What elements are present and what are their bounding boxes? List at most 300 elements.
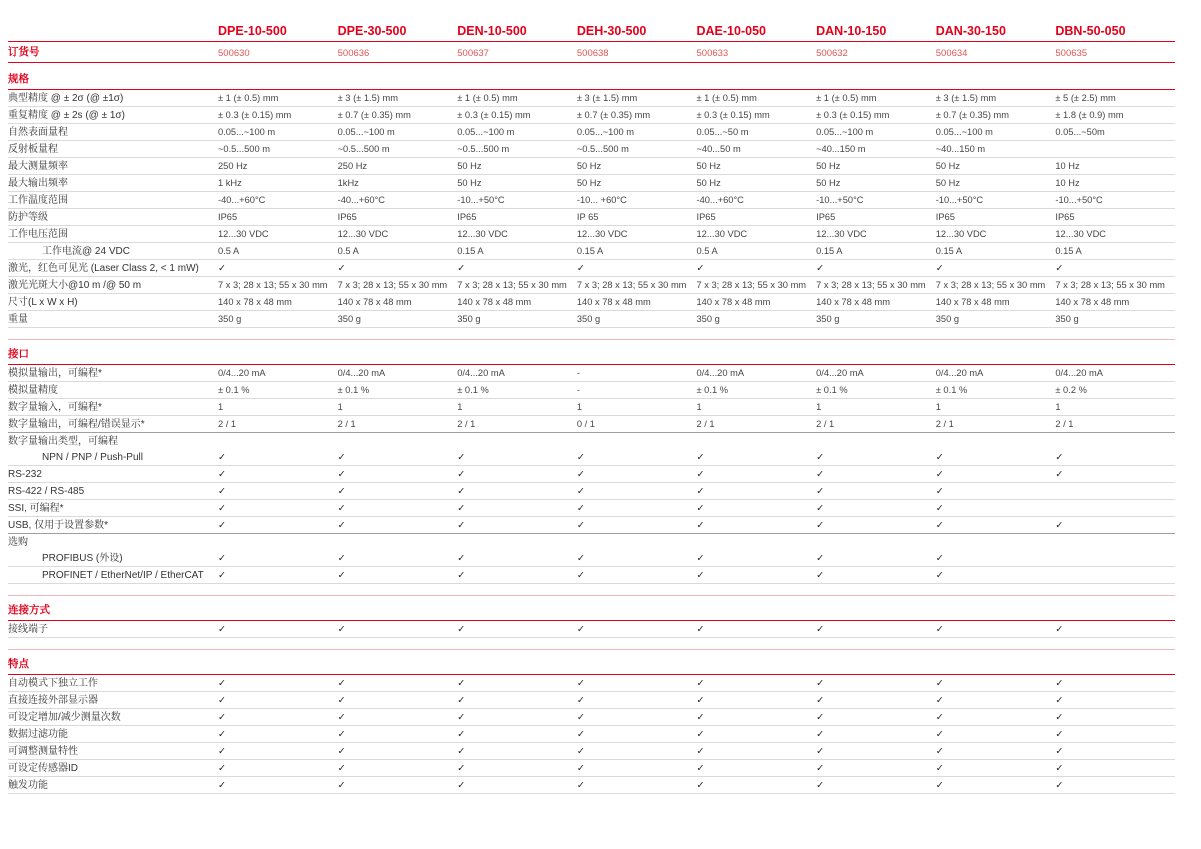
spec-value-col-2: 1 xyxy=(337,401,343,412)
checkmark-icon: ✓ xyxy=(935,485,944,497)
spec-value-col-5: ~40...50 m xyxy=(696,143,741,154)
spec-value-col-7: 1 xyxy=(935,401,941,412)
spec-value-col-7: -10...+50°C xyxy=(935,194,984,205)
spec-value-col-2: ~0.5...500 m xyxy=(337,143,390,154)
spec-row xyxy=(8,675,1175,692)
checkmark-icon: ✓ xyxy=(816,485,825,497)
row-label: 工作电压范围 xyxy=(8,228,68,240)
spec-value-col-8: 10 Hz xyxy=(1055,177,1080,188)
spec-row xyxy=(8,226,1175,243)
checkmark-icon: ✓ xyxy=(816,552,825,564)
spec-row xyxy=(8,777,1175,794)
checkmark-icon: ✓ xyxy=(1055,745,1064,757)
checkmark-icon: ✓ xyxy=(218,569,226,581)
spec-value-col-7: 2 / 1 xyxy=(935,418,954,429)
spec-value-col-2: ± 0.7 (± 0.35) mm xyxy=(337,109,411,120)
checkmark-icon: ✓ xyxy=(576,745,585,757)
checkmark-icon: ✓ xyxy=(337,623,346,635)
spec-value-col-3: 50 Hz xyxy=(457,177,482,188)
section-title-features: 特点 xyxy=(8,655,1175,675)
spec-value-col-7: 12...30 VDC xyxy=(935,228,987,239)
spec-value-col-3: ± 0.1 % xyxy=(457,384,489,395)
checkmark-icon: ✓ xyxy=(816,502,825,514)
spec-value-col-1: 0.05...~100 m xyxy=(218,126,276,137)
checkmark-icon: ✓ xyxy=(816,262,825,274)
spec-row xyxy=(8,416,1175,433)
spec-value-col-5: 0/4...20 mA xyxy=(696,367,745,378)
checkmark-icon: ✓ xyxy=(935,694,944,706)
spec-value-col-3: -10...+50°C xyxy=(457,194,505,205)
spec-value-col-2: 0.05...~100 m xyxy=(337,126,395,137)
checkmark-icon: ✓ xyxy=(696,502,705,514)
spec-value-col-6: 7 x 3; 28 x 13; 55 x 30 mm xyxy=(816,279,926,290)
group-label-row xyxy=(8,534,1175,550)
checkmark-icon: ✓ xyxy=(816,677,825,689)
row-label: 数据过滤功能 xyxy=(8,728,68,740)
spec-value-col-1: 140 x 78 x 48 mm xyxy=(218,296,292,307)
spec-value-col-3: 50 Hz xyxy=(457,160,482,171)
spec-row xyxy=(8,243,1175,260)
spec-value-col-2: 140 x 78 x 48 mm xyxy=(337,296,412,307)
checkmark-icon: ✓ xyxy=(816,728,825,740)
spec-value-col-7: 50 Hz xyxy=(935,177,961,188)
checkmark-icon: ✓ xyxy=(218,728,226,740)
row-label: 可设定增加/减少测量次数 xyxy=(8,711,121,723)
checkmark-icon: ✓ xyxy=(337,711,346,723)
spec-value-col-2: 1kHz xyxy=(337,177,359,188)
row-label: 激光光斑大小@10 m /@ 50 m xyxy=(8,279,142,291)
spec-row xyxy=(8,158,1175,175)
checkmark-icon: ✓ xyxy=(816,468,825,480)
checkmark-icon: ✓ xyxy=(935,745,944,757)
checkmark-icon: ✓ xyxy=(935,711,944,723)
order-number-col-4: 500638 xyxy=(576,48,609,59)
spec-value-col-6: ± 0.3 (± 0.15) mm xyxy=(816,109,890,120)
row-label: 可调整测量特性 xyxy=(8,745,78,757)
checkmark-icon: ✓ xyxy=(576,519,585,531)
spec-value-col-2: ± 0.1 % xyxy=(337,384,370,395)
row-label: 数字量输出，可编程/错误显示* xyxy=(8,418,145,430)
row-label: 尺寸(L x W x H) xyxy=(8,296,78,308)
spec-value-col-4: 50 Hz xyxy=(576,177,602,188)
spec-row xyxy=(8,260,1175,277)
checkmark-icon: ✓ xyxy=(696,519,705,531)
checkmark-icon: ✓ xyxy=(935,552,944,564)
checkmark-icon: ✓ xyxy=(576,711,585,723)
checkmark-icon: ✓ xyxy=(337,677,346,689)
checkmark-icon: ✓ xyxy=(816,711,825,723)
spec-value-col-8 xyxy=(1055,494,1175,499)
spec-value-col-5: -40...+60°C xyxy=(696,194,744,205)
section-features xyxy=(8,649,1175,794)
spec-value-col-6: 0/4...20 mA xyxy=(816,367,864,378)
spec-value-col-5: 140 x 78 x 48 mm xyxy=(696,296,771,307)
checkmark-icon: ✓ xyxy=(696,762,705,774)
spec-row xyxy=(8,760,1175,777)
spec-row xyxy=(8,621,1175,638)
spec-value-col-5: 12...30 VDC xyxy=(696,228,748,239)
spec-value-col-8 xyxy=(1055,561,1175,566)
spec-value-col-3: 1 xyxy=(457,401,463,412)
spec-row xyxy=(8,567,1175,584)
checkmark-icon: ✓ xyxy=(576,552,585,564)
spec-value-col-8: 7 x 3; 28 x 13; 55 x 30 mm xyxy=(1055,279,1165,290)
row-label: 自然表面量程 xyxy=(8,126,68,138)
spec-value-col-1: ± 0.1 % xyxy=(218,384,250,395)
checkmark-icon: ✓ xyxy=(218,762,226,774)
section-title-interface: 接口 xyxy=(8,345,1175,365)
spec-value-col-7: 7 x 3; 28 x 13; 55 x 30 mm xyxy=(935,279,1046,290)
spec-value-col-1: 12...30 VDC xyxy=(218,228,269,239)
row-label: 重复精度 @ ± 2s (@ ± 1σ) xyxy=(8,109,125,121)
model-name-col-4: DEH-30-500 xyxy=(576,24,647,38)
row-label: 直接连接外部显示器 xyxy=(8,694,98,706)
checkmark-icon: ✓ xyxy=(576,728,585,740)
spec-value-col-3: ± 0.3 (± 0.15) mm xyxy=(457,109,531,120)
spec-value-col-4: ~0.5...500 m xyxy=(576,143,629,154)
spec-value-col-8 xyxy=(1055,511,1175,516)
model-name-col-7: DAN-30-150 xyxy=(935,24,1006,38)
row-label: 防护等级 xyxy=(8,211,48,223)
spec-value-col-4: 7 x 3; 28 x 13; 55 x 30 mm xyxy=(576,279,687,290)
model-name-col-8: DBN-50-050 xyxy=(1055,24,1126,38)
checkmark-icon: ✓ xyxy=(935,762,944,774)
checkmark-icon: ✓ xyxy=(576,623,585,635)
spec-value-col-7: ± 3 (± 1.5) mm xyxy=(935,92,997,103)
spec-row xyxy=(8,294,1175,311)
checkmark-icon: ✓ xyxy=(935,468,944,480)
spec-value-col-8: 0.15 A xyxy=(1055,245,1082,256)
spec-value-col-1: IP65 xyxy=(218,211,238,222)
checkmark-icon: ✓ xyxy=(337,468,346,480)
checkmark-icon: ✓ xyxy=(337,502,346,514)
checkmark-icon: ✓ xyxy=(576,468,585,480)
spec-value-col-4: - xyxy=(576,384,580,395)
spec-value-col-5: 2 / 1 xyxy=(696,418,715,429)
checkmark-icon: ✓ xyxy=(457,694,466,706)
row-label: 数字量输入，可编程* xyxy=(8,401,102,413)
checkmark-icon: ✓ xyxy=(1055,728,1064,740)
spec-value-col-5: ± 0.1 % xyxy=(696,384,728,395)
spec-row xyxy=(8,209,1175,226)
row-label: 最大测量频率 xyxy=(8,160,68,172)
row-label: PROFIBUS (外设) xyxy=(42,552,123,564)
checkmark-icon: ✓ xyxy=(935,569,944,581)
section-connection xyxy=(8,595,1175,638)
spec-value-col-7: 0/4...20 mA xyxy=(935,367,984,378)
spec-row xyxy=(8,449,1175,466)
checkmark-icon: ✓ xyxy=(1055,694,1064,706)
spec-value-col-3: 2 / 1 xyxy=(457,418,476,429)
spec-value-col-8: 350 g xyxy=(1055,313,1079,324)
row-label: 触发功能 xyxy=(8,779,48,791)
checkmark-icon: ✓ xyxy=(1055,519,1064,531)
checkmark-icon: ✓ xyxy=(457,711,466,723)
checkmark-icon: ✓ xyxy=(457,762,466,774)
spec-row xyxy=(8,500,1175,517)
model-name-col-1: DPE-10-500 xyxy=(218,24,287,38)
checkmark-icon: ✓ xyxy=(457,779,466,791)
checkmark-icon: ✓ xyxy=(696,569,705,581)
spec-row xyxy=(8,692,1175,709)
section-title-specs: 规格 xyxy=(8,70,1175,90)
row-label: 可设定传感器ID xyxy=(8,762,78,774)
checkmark-icon: ✓ xyxy=(935,728,944,740)
spec-value-col-5: 350 g xyxy=(696,313,720,324)
spec-value-col-8: 0/4...20 mA xyxy=(1055,367,1103,378)
row-label: 接线端子 xyxy=(8,623,48,635)
model-name-col-6: DAN-10-150 xyxy=(816,24,887,38)
spec-value-col-5: ± 0.3 (± 0.15) mm xyxy=(696,109,770,120)
checkmark-icon: ✓ xyxy=(696,677,705,689)
spec-value-col-5: 1 xyxy=(696,401,702,412)
checkmark-icon: ✓ xyxy=(337,694,346,706)
checkmark-icon: ✓ xyxy=(337,569,346,581)
row-label: USB, 仅用于设置参数* xyxy=(8,519,109,531)
spec-value-col-2: -40...+60°C xyxy=(337,194,386,205)
spec-value-col-4: 1 xyxy=(576,401,583,412)
spec-value-col-6: ± 1 (± 0.5) mm xyxy=(816,92,877,103)
spec-row xyxy=(8,192,1175,209)
spec-value-col-5: 0.5 A xyxy=(696,245,718,256)
checkmark-icon: ✓ xyxy=(935,262,944,274)
spec-row xyxy=(8,311,1175,328)
checkmark-icon: ✓ xyxy=(337,745,346,757)
spec-value-col-4: 12...30 VDC xyxy=(576,228,628,239)
spec-value-col-2: IP65 xyxy=(337,211,357,222)
spec-row xyxy=(8,277,1175,294)
checkmark-icon: ✓ xyxy=(935,502,944,514)
checkmark-icon: ✓ xyxy=(576,262,585,274)
spec-value-col-5: 7 x 3; 28 x 13; 55 x 30 mm xyxy=(696,279,807,290)
spec-value-col-5: 0.05...~50 m xyxy=(696,126,749,137)
spec-value-col-8: ± 5 (± 2.5) mm xyxy=(1055,92,1116,103)
order-number-col-7: 500634 xyxy=(935,48,968,59)
checkmark-icon: ✓ xyxy=(218,711,226,723)
checkmark-icon: ✓ xyxy=(935,779,944,791)
checkmark-icon: ✓ xyxy=(218,485,226,497)
checkmark-icon: ✓ xyxy=(1055,711,1064,723)
group-label-row xyxy=(8,433,1175,449)
spec-value-col-1: ± 0.3 (± 0.15) mm xyxy=(218,109,292,120)
spec-row xyxy=(8,124,1175,141)
spec-row xyxy=(8,709,1175,726)
row-label: PROFINET / EtherNet/IP / EtherCAT xyxy=(42,569,204,581)
checkmark-icon: ✓ xyxy=(457,468,466,480)
spec-value-col-8: IP65 xyxy=(1055,211,1075,222)
spec-value-col-8: 140 x 78 x 48 mm xyxy=(1055,296,1130,307)
spec-value-col-7: ± 0.7 (± 0.35) mm xyxy=(935,109,1009,120)
checkmark-icon: ✓ xyxy=(337,485,346,497)
spec-row xyxy=(8,466,1175,483)
spec-row xyxy=(8,726,1175,743)
spec-value-col-4: 350 g xyxy=(576,313,601,324)
spec-value-col-3: 350 g xyxy=(457,313,481,324)
spec-value-col-6: 350 g xyxy=(816,313,840,324)
checkmark-icon: ✓ xyxy=(1055,623,1064,635)
checkmark-icon: ✓ xyxy=(696,779,705,791)
spec-value-col-2: 12...30 VDC xyxy=(337,228,389,239)
spec-value-col-1: 1 kHz xyxy=(218,177,242,188)
spec-value-col-2: 0/4...20 mA xyxy=(337,367,386,378)
checkmark-icon: ✓ xyxy=(816,451,825,463)
spec-row xyxy=(8,743,1175,760)
spec-value-col-6: ± 0.1 % xyxy=(816,384,848,395)
checkmark-icon: ✓ xyxy=(935,677,944,689)
checkmark-icon: ✓ xyxy=(696,623,705,635)
checkmark-icon: ✓ xyxy=(576,569,585,581)
spec-value-col-6: IP65 xyxy=(816,211,836,222)
spec-value-col-8: -10...+50°C xyxy=(1055,194,1103,205)
spec-value-col-2: 7 x 3; 28 x 13; 55 x 30 mm xyxy=(337,279,448,290)
checkmark-icon: ✓ xyxy=(218,502,226,514)
spec-value-col-1: ~0.5...500 m xyxy=(218,143,270,154)
spec-row xyxy=(8,483,1175,500)
checkmark-icon: ✓ xyxy=(457,745,466,757)
row-label: 激光，红色可见光 (Laser Class 2, < 1 mW) xyxy=(8,262,199,274)
checkmark-icon: ✓ xyxy=(457,552,466,564)
checkmark-icon: ✓ xyxy=(576,451,585,463)
checkmark-icon: ✓ xyxy=(337,728,346,740)
spec-value-col-6: 50 Hz xyxy=(816,177,841,188)
spec-value-col-1: 350 g xyxy=(218,313,242,324)
spec-value-col-7: 140 x 78 x 48 mm xyxy=(935,296,1010,307)
spec-value-col-6: 1 xyxy=(816,401,822,412)
checkmark-icon: ✓ xyxy=(1055,762,1064,774)
spec-value-col-7: 350 g xyxy=(935,313,960,324)
checkmark-icon: ✓ xyxy=(816,779,825,791)
checkmark-icon: ✓ xyxy=(457,623,466,635)
row-label: 重量 xyxy=(8,313,28,325)
row-label: 反射板量程 xyxy=(8,143,58,155)
spec-value-col-1: 7 x 3; 28 x 13; 55 x 30 mm xyxy=(218,279,328,290)
spec-value-col-8 xyxy=(1055,545,1175,550)
checkmark-icon: ✓ xyxy=(576,485,585,497)
row-label: 模拟量输出，可编程* xyxy=(8,367,102,379)
checkmark-icon: ✓ xyxy=(576,502,585,514)
spec-row xyxy=(8,550,1175,567)
checkmark-icon: ✓ xyxy=(576,694,585,706)
spec-row xyxy=(8,399,1175,416)
checkmark-icon: ✓ xyxy=(935,451,944,463)
spec-value-col-6: 0.05...~100 m xyxy=(816,126,874,137)
checkmark-icon: ✓ xyxy=(218,677,226,689)
spec-value-col-3: IP65 xyxy=(457,211,477,222)
checkmark-icon: ✓ xyxy=(696,468,705,480)
row-label: NPN / PNP / Push-Pull xyxy=(42,451,143,463)
order-number-label: 订货号 xyxy=(8,46,40,58)
model-name-col-2: DPE-30-500 xyxy=(337,24,407,38)
spec-value-col-8 xyxy=(1055,578,1175,583)
spec-value-col-7: ± 0.1 % xyxy=(935,384,968,395)
spec-value-col-2: ± 3 (± 1.5) mm xyxy=(337,92,398,103)
spec-value-col-3: 0.15 A xyxy=(457,245,484,256)
spec-row xyxy=(8,175,1175,192)
spec-value-col-6: 2 / 1 xyxy=(816,418,835,429)
spec-value-col-7: 0.15 A xyxy=(935,245,963,256)
spec-value-col-8: 1 xyxy=(1055,401,1061,412)
checkmark-icon: ✓ xyxy=(1055,262,1064,274)
checkmark-icon: ✓ xyxy=(457,519,466,531)
row-label: RS-232 xyxy=(8,468,42,480)
model-name-col-5: DAE-10-050 xyxy=(696,24,766,38)
spec-value-col-5: ± 1 (± 0.5) mm xyxy=(696,92,757,103)
spec-value-col-7: ~40...150 m xyxy=(935,143,986,154)
spec-value-col-3: 12...30 VDC xyxy=(457,228,508,239)
spec-row xyxy=(8,517,1175,534)
spec-value-col-8: 2 / 1 xyxy=(1055,418,1074,429)
spec-row xyxy=(8,141,1175,158)
spec-value-col-8: 10 Hz xyxy=(1055,160,1080,171)
checkmark-icon: ✓ xyxy=(696,552,705,564)
checkmark-icon: ✓ xyxy=(816,694,825,706)
checkmark-icon: ✓ xyxy=(457,569,466,581)
checkmark-icon: ✓ xyxy=(696,745,705,757)
row-label: RS-422 / RS-485 xyxy=(8,485,85,497)
spec-value-col-5: IP65 xyxy=(696,211,716,222)
checkmark-icon: ✓ xyxy=(218,552,226,564)
spec-value-col-4: 50 Hz xyxy=(576,160,602,171)
model-header-row xyxy=(8,24,1175,42)
spec-value-col-8: ± 1.8 (± 0.9) mm xyxy=(1055,109,1124,120)
checkmark-icon: ✓ xyxy=(696,485,705,497)
spec-value-col-1: 0.5 A xyxy=(218,245,240,256)
spec-row xyxy=(8,382,1175,399)
spec-value-col-4: 0 / 1 xyxy=(576,418,595,429)
order-number-row xyxy=(8,42,1175,63)
checkmark-icon: ✓ xyxy=(816,519,825,531)
spec-value-col-5: 50 Hz xyxy=(696,160,721,171)
spec-value-col-4: -10... +60°C xyxy=(576,194,627,205)
spec-value-col-8: 12...30 VDC xyxy=(1055,228,1107,239)
spec-value-col-7: 0.05...~100 m xyxy=(935,126,993,137)
checkmark-icon: ✓ xyxy=(457,262,466,274)
spec-value-col-6: -10...+50°C xyxy=(816,194,864,205)
order-number-col-2: 500636 xyxy=(337,48,370,59)
spec-value-col-7: 50 Hz xyxy=(935,160,961,171)
checkmark-icon: ✓ xyxy=(457,485,466,497)
checkmark-icon: ✓ xyxy=(218,623,226,635)
spec-value-col-1: ± 1 (± 0.5) mm xyxy=(218,92,279,103)
spec-value-col-3: ~0.5...500 m xyxy=(457,143,510,154)
spec-value-col-6: 0.15 A xyxy=(816,245,843,256)
checkmark-icon: ✓ xyxy=(576,779,585,791)
checkmark-icon: ✓ xyxy=(576,677,585,689)
spec-value-col-8 xyxy=(1055,152,1175,157)
spec-value-col-3: 0/4...20 mA xyxy=(457,367,505,378)
spec-row xyxy=(8,365,1175,382)
row-label: SSI, 可编程* xyxy=(8,502,64,514)
spec-value-col-6: 140 x 78 x 48 mm xyxy=(816,296,891,307)
spec-value-col-5: 50 Hz xyxy=(696,177,721,188)
spec-value-col-4: 0.05...~100 m xyxy=(576,126,634,137)
spec-value-col-2: 2 / 1 xyxy=(337,418,356,429)
checkmark-icon: ✓ xyxy=(1055,677,1064,689)
spec-value-col-3: 0.05...~100 m xyxy=(457,126,515,137)
spec-value-col-6: 12...30 VDC xyxy=(816,228,867,239)
checkmark-icon: ✓ xyxy=(935,623,944,635)
checkmark-icon: ✓ xyxy=(1055,451,1064,463)
checkmark-icon: ✓ xyxy=(696,728,705,740)
spec-value-col-8: 0.05...~50m xyxy=(1055,126,1105,137)
spec-value-col-4: IP 65 xyxy=(576,211,599,222)
spec-value-col-1: -40...+60°C xyxy=(218,194,266,205)
row-label: 模拟量精度 xyxy=(8,384,58,396)
spec-value-col-2: 0.5 A xyxy=(337,245,359,256)
checkmark-icon: ✓ xyxy=(816,569,825,581)
spec-value-col-2: 250 Hz xyxy=(337,160,368,171)
row-label: 工作电流@ 24 VDC xyxy=(42,245,130,257)
